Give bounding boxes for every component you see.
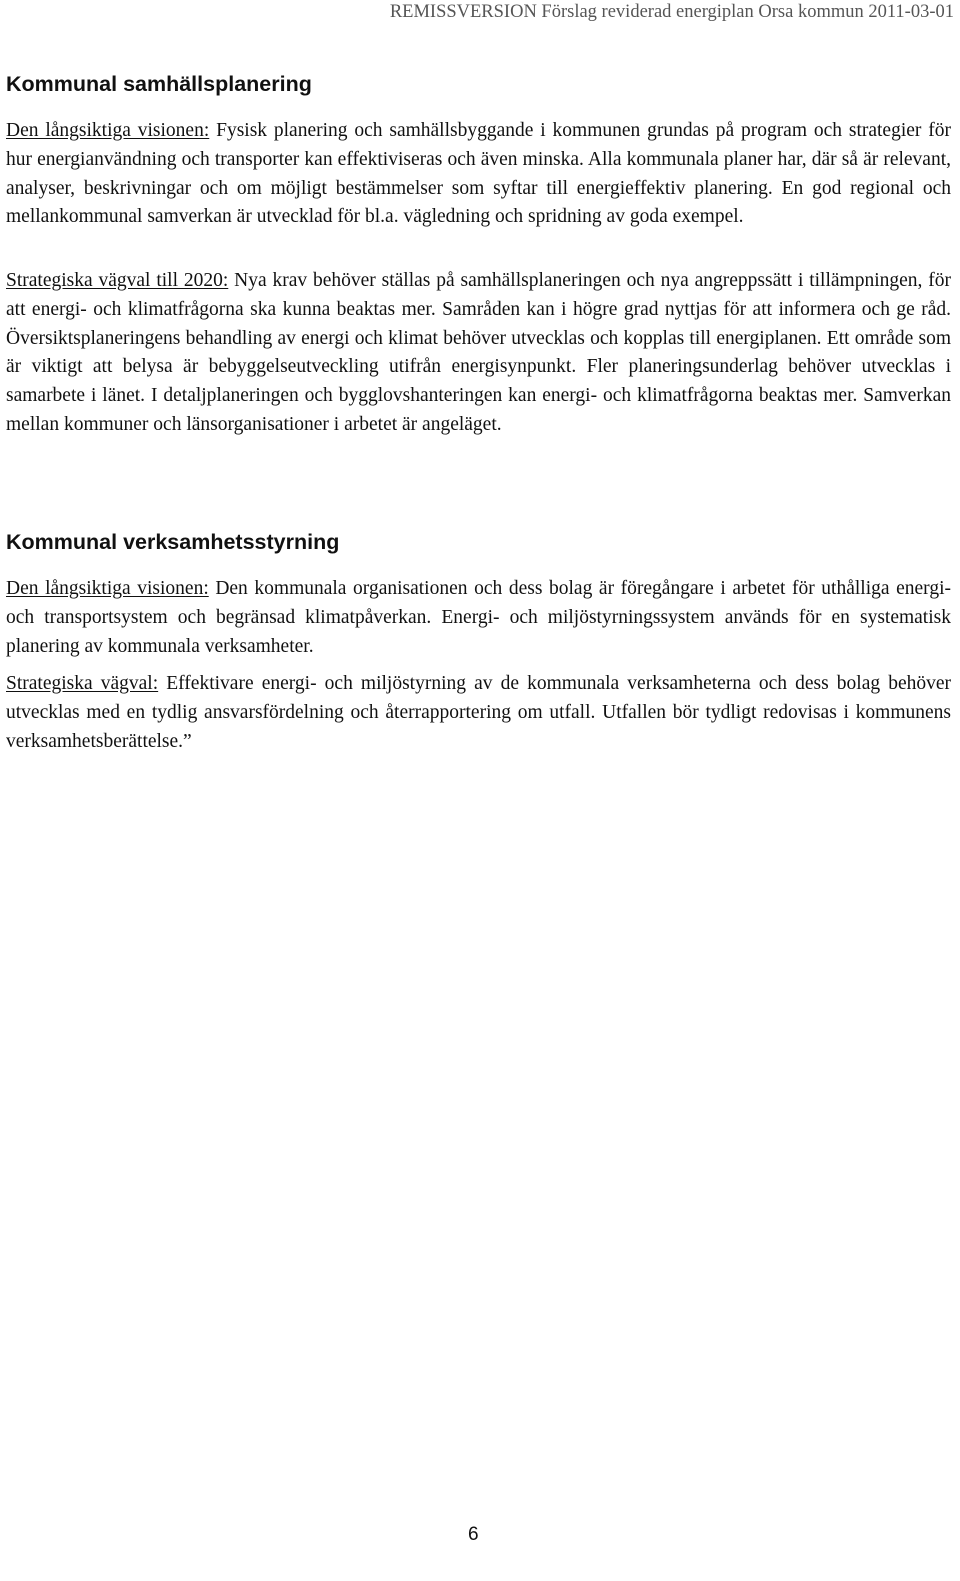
paragraph-lead: Strategiska vägval: [6,673,159,694]
section-heading-verksamhetsstyrning: Kommunal verksamhetsstyrning [6,530,340,554]
paragraph-vision-verksamhetsstyrning [6,575,951,661]
paragraph-vision-samhallsplanering [6,117,951,232]
paragraph-lead: Den långsiktiga visionen: [6,120,210,141]
paragraph-strategy-samhallsplanering [6,267,951,440]
paragraph-text: Effektivare energi- och miljöstyrning av de kommunala verksamheterna och dess bolag behöver utvecklas med en tydlig ansvarsfördelning och återrapportering om utfall. Utfallen bör tydligt redovisas i kommunens verksamhetsberättelse.” [6,673,952,752]
section-heading-samhallsplanering: Kommunal samhällsplanering [6,72,312,96]
paragraph-strategy-verksamhetsstyrning [6,670,951,756]
paragraph-text: Den kommunala organisationen och dess bolag är föregångare i arbetet för uthålliga energi- och transportsystem och begränsad klimatpåverkan. Energi- och miljöstyrningssystem används för en systematisk planering av kommunala verksamheter. [6,578,951,657]
page-number: 6 [468,1524,479,1545]
running-header: REMISSVERSION Förslag reviderad energiplan Orsa kommun 2011-03-01 [389,2,954,22]
paragraph-text: Fysisk planering och samhällsbyggande i kommunen grundas på program och strategier för hur energianvändning och transporter kan effektiviseras och även minska. Alla kommunala planer har, där så är relevant, analyser, beskrivningar och om möjligt bestämmelser som syftar till energieffektiv planering. En god regional och mellankommunal samverkan är utvecklad för bl.a. vägledning och spridning av goda exempel. [6,120,951,228]
paragraph-lead: Den långsiktiga visionen: [6,578,209,599]
paragraph-lead: Strategiska vägval till 2020: [6,270,229,291]
paragraph-text: Nya krav behöver ställas på samhällsplaneringen och nya angreppssätt i tillämpningen, för att energi- och klimatfrågorna ska kunna beaktas mer. Samråden kan i högre grad nyttjas för att informera och ge råd. Översiktsplaneringens behandling av energi och klimat behöver utvecklas och kopplas till energiplanen. Ett område som är viktigt att belysa är bebyggelseutveckling utifrån energisynpunkt. Fler planeringsunderlag behöver utvecklas i samarbete i länet. I detaljplaneringen och bygglovshanteringen kan energi- och klimatfrågorna beaktas mer. Samverkan mellan kommuner och länsorganisationer i arbetet är angeläget. [6,270,952,435]
